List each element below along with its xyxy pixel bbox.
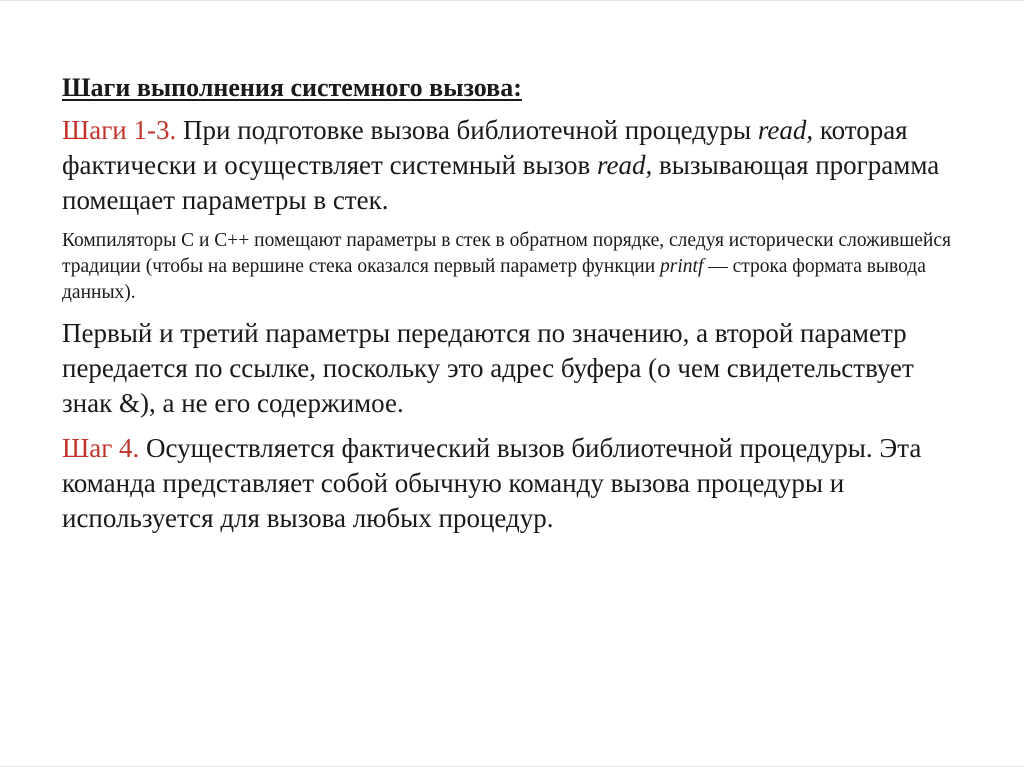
steps-1-3-text-part2: которая фактически и осуществляет системный вызов	[62, 115, 908, 180]
step-4-paragraph	[62, 431, 962, 536]
steps-1-3-text-part1: При подготовке вызова библиотечной процедуры	[176, 115, 758, 145]
parameters-paragraph: Первый и третий параметры передаются по значению, а второй параметр передается по ссылке, поскольку это адрес буфера (о чем свидетельствует знак &), а не его содержимое.	[62, 318, 914, 418]
compiler-note	[62, 228, 962, 306]
step-4-text: Осуществляется фактический вызов библиотечной процедуры. Эта команда представляет собой обычную команду вызова процедуры и используется для вызова любых процедур.	[62, 433, 922, 533]
compiler-note-part1: Компиляторы С и С++ помещают параметры в стек в обратном порядке, следуя исторически сложившейся традиции (чтобы на вершине стека оказался первый параметр функции	[62, 230, 951, 277]
read-term-1: read,	[757, 115, 814, 145]
slide-content	[62, 71, 962, 546]
compiler-note-part2: — строка формата вывода данных).	[62, 256, 926, 303]
read-term-2: read,	[597, 150, 653, 180]
steps-1-3-text-part3: вызывающая программа помещает параметры в стек.	[62, 150, 940, 215]
steps-1-3-paragraph	[62, 113, 962, 218]
steps-1-3-label: Шаги 1-3.	[62, 115, 177, 145]
step-4-label: Шаг 4.	[62, 433, 140, 463]
printf-term: printf	[660, 256, 704, 277]
slide-heading: Шаги выполнения системного вызова:	[62, 73, 522, 102]
